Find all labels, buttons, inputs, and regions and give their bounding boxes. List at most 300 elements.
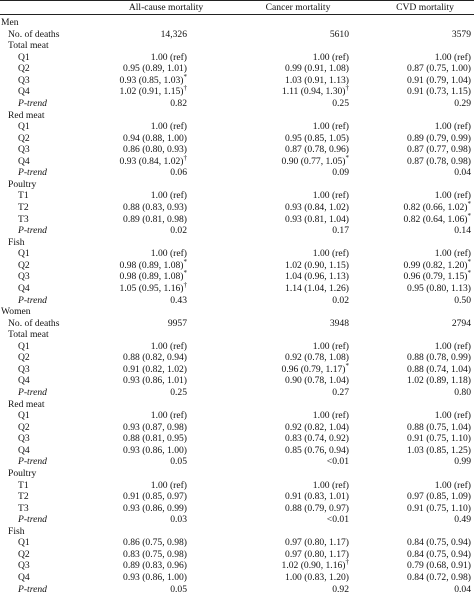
all-cause-cell — [101, 445, 187, 457]
table-row — [0, 248, 474, 260]
cell-value: 0.99 — [454, 456, 471, 468]
cell-value: 1.02 (0.90, 1.15) — [285, 259, 349, 271]
table-row — [0, 318, 474, 330]
cell-value: 0.93 (0.85, 1.03) — [119, 74, 184, 86]
cell-value: 1.00 (ref) — [312, 479, 349, 491]
cvd-cell — [384, 375, 471, 387]
all-cause-cell — [101, 318, 187, 330]
cell-value: 1.00 (ref) — [150, 51, 187, 63]
cell-value: 1.00 (0.83, 1.20) — [285, 572, 349, 583]
footnote-marker: * — [345, 361, 349, 370]
row-label: Q1 — [18, 410, 30, 422]
table-row — [0, 190, 474, 202]
table-row — [0, 549, 474, 561]
cell-value: 0.02 — [332, 294, 349, 306]
cell-value: 1.00 (ref) — [312, 51, 349, 63]
cell-value: 0.05 — [170, 456, 187, 468]
cell-value: 0.93 (0.87, 0.98) — [123, 421, 187, 433]
table-row — [0, 560, 474, 572]
cell-value: 0.93 (0.84, 1.02) — [285, 202, 349, 213]
cvd-cell — [384, 248, 471, 260]
cell-value: 0.04 — [454, 167, 471, 179]
all-cause-cell — [101, 133, 187, 145]
row-label: Q4 — [18, 572, 30, 583]
cell-value: 14,326 — [160, 28, 187, 40]
row-label: T3 — [18, 502, 29, 514]
cvd-cell — [384, 364, 471, 376]
row-label: Men — [1, 17, 19, 28]
cell-value: 0.06 — [170, 167, 187, 179]
row-label: No. of deaths — [8, 28, 60, 40]
cell-value: 0.99 (0.91, 1.08) — [285, 63, 349, 75]
cvd-cell — [384, 133, 471, 145]
all-cause-cell — [101, 341, 187, 353]
cancer-cell — [259, 167, 349, 179]
cancer-cell — [259, 133, 349, 145]
all-cause-cell — [101, 280, 187, 295]
row-label: Q4 — [18, 282, 30, 294]
cvd-cell — [384, 537, 471, 549]
cell-value: 0.95 (0.80, 1.13) — [407, 282, 471, 294]
cell-value: 0.89 (0.79, 0.99) — [407, 132, 471, 144]
all-cause-cell — [101, 190, 187, 202]
cell-value: 0.91 (0.73, 1.15) — [407, 86, 471, 98]
table-row — [0, 361, 474, 376]
table-row — [0, 98, 474, 110]
cvd-cell — [384, 514, 471, 526]
row-label: Poultry — [8, 467, 37, 479]
cell-value: 1.00 (ref) — [312, 410, 349, 422]
cell-value: 1.00 (ref) — [150, 190, 187, 202]
row-label: Q2 — [18, 421, 30, 433]
cancer-cell — [259, 514, 349, 526]
cvd-cell — [384, 121, 471, 133]
table-row — [0, 211, 474, 226]
row-label: P-trend — [18, 294, 47, 306]
cancer-cell — [259, 86, 349, 98]
cvd-cell — [384, 156, 471, 168]
table-row — [0, 480, 474, 492]
all-cause-cell — [101, 98, 187, 110]
cancer-cell — [259, 283, 349, 295]
cell-value: 0.92 — [332, 583, 349, 595]
row-label: Red meat — [8, 398, 45, 410]
cancer-cell — [259, 433, 349, 445]
all-cause-cell — [101, 364, 187, 376]
all-cause-cell — [101, 86, 187, 98]
cell-value: 0.82 (0.66, 1.02) — [403, 202, 468, 213]
cell-value: 0.93 (0.86, 1.00) — [123, 444, 187, 456]
table-row — [0, 225, 474, 237]
cell-value: 0.29 — [454, 97, 471, 109]
table-row — [0, 503, 474, 515]
cancer-cell — [259, 387, 349, 399]
table-row — [0, 387, 474, 399]
row-label: P-trend — [18, 456, 47, 468]
all-cause-cell — [101, 514, 187, 526]
row-label: P-trend — [18, 583, 47, 595]
table-row — [0, 572, 474, 584]
cell-value: 0.87 (0.75, 1.00) — [407, 63, 471, 75]
table-row — [0, 280, 474, 295]
row-label: T2 — [18, 491, 29, 503]
cell-value: 0.99 (0.82, 1.20) — [403, 259, 468, 271]
cancer-cell — [259, 456, 349, 468]
row-label: Fish — [8, 236, 25, 248]
all-cause-cell — [101, 375, 187, 387]
header-all-cause: All-cause mortality — [128, 2, 204, 13]
table-row — [0, 63, 474, 75]
row-label: Women — [1, 306, 31, 318]
cvd-cell — [384, 75, 471, 87]
cvd-cell — [384, 271, 471, 283]
all-cause-cell — [101, 480, 187, 492]
cell-value: 0.25 — [170, 387, 187, 398]
row-label: Q3 — [18, 144, 30, 156]
row-label: T1 — [18, 479, 29, 491]
cell-value: 0.89 (0.81, 0.98) — [123, 213, 187, 225]
cancer-cell — [259, 190, 349, 202]
table-row — [0, 456, 474, 468]
row-label: Q1 — [18, 537, 30, 549]
table-row — [0, 445, 474, 457]
cell-value: 5610 — [329, 28, 349, 40]
cancer-cell — [259, 318, 349, 330]
cell-value: 0.97 (0.85, 1.09) — [407, 491, 471, 503]
cvd-cell — [384, 352, 471, 364]
cvd-cell — [384, 211, 471, 226]
cell-value: 0.91 (0.85, 0.97) — [123, 491, 187, 503]
row-label: T3 — [18, 213, 29, 225]
cell-value: 0.04 — [454, 583, 471, 595]
row-label: Q4 — [18, 444, 30, 456]
footnote-marker: * — [467, 199, 471, 208]
cell-value: 0.82 — [170, 97, 187, 109]
cell-value: 0.90 (0.78, 1.04) — [285, 375, 349, 387]
table-row — [0, 375, 474, 387]
cell-value: 1.00 (ref) — [150, 410, 187, 422]
all-cause-cell — [101, 387, 187, 399]
row-label: Q3 — [18, 74, 30, 86]
cancer-cell — [259, 295, 349, 307]
row-label: Total meat — [8, 329, 49, 341]
all-cause-cell — [101, 202, 187, 214]
cell-value: 1.02 (0.90, 1.16) — [281, 560, 346, 572]
row-label: Q1 — [18, 248, 30, 260]
cancer-cell — [259, 248, 349, 260]
all-cause-cell — [101, 456, 187, 468]
cvd-cell — [384, 63, 471, 75]
cancer-cell — [259, 202, 349, 214]
cell-value: 0.83 (0.75, 0.98) — [123, 548, 187, 560]
table-row — [0, 526, 474, 538]
all-cause-cell — [101, 433, 187, 445]
row-label: T1 — [18, 190, 29, 202]
header-cancer: Cancer mortality — [265, 2, 331, 13]
cell-value: 0.97 (0.80, 1.17) — [285, 548, 349, 560]
all-cause-cell — [101, 584, 187, 596]
table-row — [0, 17, 474, 29]
cvd-cell — [384, 52, 471, 64]
cell-value: 1.00 (ref) — [434, 190, 471, 202]
cell-value: 1.02 (0.91, 1.15) — [119, 86, 184, 98]
cvd-cell — [384, 144, 471, 156]
cvd-cell — [384, 98, 471, 110]
footnote-marker: † — [183, 280, 187, 289]
cancer-cell — [259, 121, 349, 133]
cvd-cell — [384, 560, 471, 572]
cell-value: 0.84 (0.75, 0.94) — [407, 548, 471, 560]
cell-value: 0.82 (0.64, 1.06) — [403, 213, 468, 225]
table-row — [0, 199, 474, 214]
cell-value: 0.91 (0.75, 1.10) — [407, 433, 471, 445]
all-cause-cell — [101, 167, 187, 179]
cell-value: 1.00 (ref) — [312, 121, 349, 133]
cell-value: 0.98 (0.89, 1.08) — [119, 259, 184, 271]
all-cause-cell — [101, 537, 187, 549]
cell-value: 0.84 (0.72, 0.98) — [407, 572, 471, 583]
cell-value: 0.09 — [332, 167, 349, 179]
row-label: T2 — [18, 202, 29, 213]
cancer-cell — [259, 352, 349, 364]
row-label: Q2 — [18, 259, 30, 271]
cell-value: 1.00 (ref) — [312, 248, 349, 260]
cancer-cell — [259, 144, 349, 156]
cvd-cell — [384, 456, 471, 468]
cell-value: 0.98 (0.89, 1.08) — [119, 271, 184, 283]
cvd-cell — [384, 491, 471, 503]
cell-value: 0.93 (0.86, 1.00) — [123, 572, 187, 583]
cell-value: 1.00 (ref) — [312, 340, 349, 352]
cell-value: 1.11 (0.94, 1.30) — [281, 86, 346, 98]
row-label: Q2 — [18, 352, 30, 364]
cell-value: 0.91 (0.82, 1.02) — [123, 363, 187, 375]
cvd-cell — [384, 341, 471, 353]
row-label: Q2 — [18, 63, 30, 75]
cvd-cell — [384, 480, 471, 492]
cell-value: 0.85 (0.76, 0.94) — [285, 444, 349, 456]
cvd-cell — [384, 572, 471, 584]
cell-value: 2794 — [451, 317, 471, 329]
table-row — [0, 237, 474, 249]
all-cause-cell — [101, 225, 187, 237]
row-label: Total meat — [8, 40, 49, 52]
cell-value: 0.43 — [170, 294, 187, 306]
cell-value: 0.27 — [332, 387, 349, 398]
table-body — [0, 17, 474, 595]
table-row — [0, 584, 474, 596]
cell-value: <0.01 — [326, 514, 349, 526]
row-label: Q4 — [18, 375, 30, 387]
cell-value: 0.91 (0.75, 1.10) — [407, 502, 471, 514]
all-cause-cell — [101, 549, 187, 561]
cell-value: 0.93 (0.84, 1.02) — [119, 155, 184, 167]
cell-value: 1.00 (ref) — [434, 121, 471, 133]
row-label: Poultry — [8, 178, 37, 190]
cell-value: 0.93 (0.86, 1.01) — [123, 375, 187, 387]
table-row — [0, 433, 474, 445]
table-row — [0, 271, 474, 283]
cell-value: 0.86 (0.75, 0.98) — [123, 537, 187, 549]
cancer-cell — [259, 537, 349, 549]
footnote-marker: * — [467, 211, 471, 220]
cell-value: 0.95 (0.89, 1.01) — [123, 63, 187, 75]
footnote-marker: * — [467, 269, 471, 278]
cell-value: 0.91 (0.83, 1.01) — [285, 491, 349, 503]
cvd-cell — [384, 225, 471, 237]
cancer-cell — [259, 422, 349, 434]
all-cause-cell — [101, 29, 187, 41]
cell-value: 1.00 (ref) — [434, 479, 471, 491]
row-label: Q2 — [18, 132, 30, 144]
cvd-cell — [384, 549, 471, 561]
cvd-cell — [384, 318, 471, 330]
cell-value: 0.79 (0.68, 0.91) — [407, 560, 471, 572]
footnote-marker: † — [183, 84, 187, 93]
table-row — [0, 144, 474, 156]
cell-value: 0.14 — [454, 225, 471, 237]
footnote-marker: † — [345, 558, 349, 567]
cancer-cell — [259, 271, 349, 283]
cell-value: 1.02 (0.89, 1.18) — [407, 375, 471, 387]
cancer-cell — [259, 410, 349, 422]
cell-value: 0.17 — [332, 225, 349, 237]
row-label: Q1 — [18, 121, 30, 133]
footnote-marker: * — [467, 257, 471, 266]
cell-value: 0.86 (0.80, 0.93) — [123, 144, 187, 156]
table-row — [0, 29, 474, 41]
row-label: Q3 — [18, 271, 30, 283]
cancer-cell — [259, 225, 349, 237]
cell-value: 0.94 (0.88, 1.00) — [123, 132, 187, 144]
cell-value: 0.96 (0.79, 1.17) — [281, 363, 346, 375]
cancer-cell — [259, 153, 349, 168]
table-row — [0, 422, 474, 434]
cvd-cell — [384, 295, 471, 307]
footnote-marker: * — [183, 257, 187, 266]
cancer-cell — [259, 445, 349, 457]
row-label: Q4 — [18, 86, 30, 98]
cancer-cell — [259, 375, 349, 387]
header-cvd: CVD mortality — [396, 2, 454, 13]
table-row — [0, 179, 474, 191]
cell-value: 1.03 (0.91, 1.13) — [285, 74, 349, 86]
cell-value: 1.00 (ref) — [150, 248, 187, 260]
table-row — [0, 153, 474, 168]
table-row — [0, 468, 474, 480]
cancer-cell — [259, 584, 349, 596]
table-row — [0, 399, 474, 411]
cell-value: 1.14 (1.04, 1.26) — [285, 282, 349, 294]
cancer-cell — [259, 491, 349, 503]
cell-value: 0.92 (0.78, 1.08) — [285, 352, 349, 364]
all-cause-cell — [101, 295, 187, 307]
header-rule — [0, 14, 474, 15]
table-row — [0, 133, 474, 145]
row-label: P-trend — [18, 387, 47, 398]
cancer-cell — [259, 341, 349, 353]
cell-value: 0.83 (0.74, 0.92) — [285, 433, 349, 445]
cell-value: 1.00 (ref) — [434, 410, 471, 422]
cell-value: 1.03 (0.85, 1.25) — [407, 444, 471, 456]
row-label: Q4 — [18, 155, 30, 167]
table-row — [0, 410, 474, 422]
cancer-cell — [259, 63, 349, 75]
cvd-cell — [384, 167, 471, 179]
table-row — [0, 40, 474, 52]
cancer-cell — [259, 260, 349, 272]
row-label: P-trend — [18, 225, 47, 237]
footnote-marker: † — [345, 84, 349, 93]
cancer-cell — [259, 214, 349, 226]
table-row — [0, 491, 474, 503]
cell-value: 0.93 (0.86, 0.99) — [123, 502, 187, 514]
cancer-cell — [259, 52, 349, 64]
row-label: No. of deaths — [8, 317, 60, 329]
all-cause-cell — [101, 560, 187, 572]
table-row — [0, 352, 474, 364]
cell-value: 1.00 (ref) — [434, 51, 471, 63]
cell-value: 3948 — [329, 317, 349, 329]
table-row — [0, 537, 474, 549]
cell-value: 0.88 (0.78, 0.99) — [407, 352, 471, 364]
cell-value: 1.00 (ref) — [150, 121, 187, 133]
cell-value: 0.97 (0.80, 1.17) — [285, 537, 349, 549]
table-row — [0, 306, 474, 318]
cell-value: 9957 — [167, 317, 187, 329]
row-label: Red meat — [8, 109, 45, 121]
cell-value: 1.00 (ref) — [150, 479, 187, 491]
cancer-cell — [259, 75, 349, 87]
cvd-cell — [384, 433, 471, 445]
row-label: P-trend — [18, 514, 47, 526]
table-row — [0, 52, 474, 64]
footnote-marker: * — [183, 269, 187, 278]
table-header — [0, 0, 474, 14]
cell-value: 0.92 (0.82, 1.04) — [285, 421, 349, 433]
cell-value: 0.02 — [170, 225, 187, 237]
cell-value: 0.91 (0.79, 1.04) — [407, 74, 471, 86]
footnote-marker: * — [183, 72, 187, 81]
cell-value: 0.96 (0.79, 1.15) — [403, 271, 468, 283]
all-cause-cell — [101, 491, 187, 503]
cell-value: 1.05 (0.95, 1.16) — [119, 282, 184, 294]
cvd-cell — [384, 584, 471, 596]
cell-value: 0.87 (0.78, 0.98) — [407, 155, 471, 167]
cell-value: 0.03 — [170, 514, 187, 526]
cell-value: <0.01 — [326, 456, 349, 468]
table-row — [0, 329, 474, 341]
all-cause-cell — [101, 352, 187, 364]
cell-value: 0.84 (0.75, 0.94) — [407, 537, 471, 549]
cvd-cell — [384, 257, 471, 272]
cell-value: 0.88 (0.83, 0.93) — [123, 202, 187, 213]
cvd-cell — [384, 283, 471, 295]
cancer-cell — [259, 29, 349, 41]
cvd-cell — [384, 422, 471, 434]
footnote-marker: † — [183, 153, 187, 162]
cancer-cell — [259, 480, 349, 492]
cell-value: 0.88 (0.81, 0.95) — [123, 433, 187, 445]
cancer-cell — [259, 361, 349, 376]
all-cause-cell — [101, 503, 187, 515]
table-row — [0, 341, 474, 353]
all-cause-cell — [101, 153, 187, 168]
row-label: Q3 — [18, 433, 30, 445]
cell-value: 0.90 (0.77, 1.05) — [281, 155, 346, 167]
all-cause-cell — [101, 248, 187, 260]
cell-value: 0.88 (0.74, 1.04) — [407, 363, 471, 375]
